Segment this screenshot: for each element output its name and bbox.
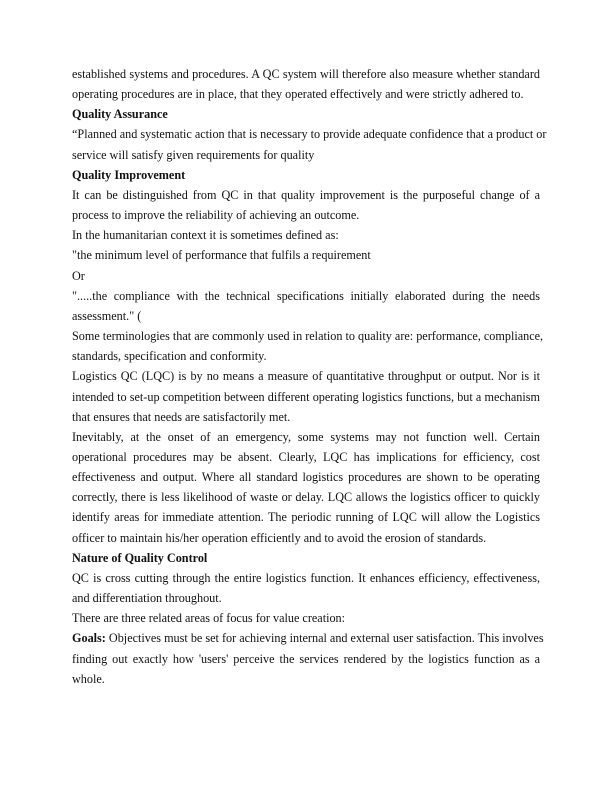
text-line: It can be distinguished from QC in that quality improvement is the purposeful change of a xyxy=(72,187,540,202)
text-line: established systems and procedures. A QC system will therefore also measure whether standard xyxy=(72,67,540,81)
text-line: standards, specification and conformity. xyxy=(72,349,267,364)
document-page xyxy=(72,64,547,689)
goals-text: Objectives must be set for achieving internal and external user satisfaction. This involves xyxy=(105,631,544,646)
text-line: identify areas for immediate attention. The periodic running of LQC will allow the Logistics xyxy=(72,510,540,525)
text-line: In the humanitarian context it is sometimes defined as: xyxy=(72,228,339,243)
goals-label: Goals: xyxy=(72,631,106,646)
text-line: Or xyxy=(72,268,85,283)
text-line: and differentiation throughout. xyxy=(72,591,222,606)
section-heading-nature-of-quality-control: Nature of Quality Control xyxy=(72,550,208,565)
text-line: intended to set-up competition between different operating logistics functions, but a mechanism xyxy=(72,389,540,404)
text-line: that ensures that needs are satisfactorily met. xyxy=(72,409,291,424)
text-line: operating procedures are in place, that they operated effectively and were strictly adhered to. xyxy=(72,87,524,102)
text-line: QC is cross cutting through the entire logistics function. It enhances efficiency, effectiveness, xyxy=(72,570,540,585)
text-line: whole. xyxy=(72,671,105,686)
text-line: correctly, there is less likelihood of waste or delay. LQC allows the logistics officer to quickly xyxy=(72,490,540,505)
section-heading-quality-improvement: Quality Improvement xyxy=(72,167,186,182)
text-line: officer to maintain his/her operation efficiently and to avoid the erosion of standards. xyxy=(72,530,487,545)
quality-improvement-body xyxy=(72,185,544,548)
text-line: Some terminologies that are commonly used in relation to quality are: performance, compliance, xyxy=(72,329,544,344)
text-line: Inevitably, at the onset of an emergency, some systems may not function well. Certain xyxy=(72,429,540,444)
text-line: "the minimum level of performance that fulfils a requirement xyxy=(72,248,371,263)
text-line: operational procedures may be absent. Clearly, LQC has implications for efficiency, cost xyxy=(72,449,540,464)
section-heading-quality-assurance: Quality Assurance xyxy=(72,107,168,122)
intro-paragraph xyxy=(72,64,540,104)
text-line: service will satisfy given requirements for quality xyxy=(72,147,315,162)
text-line: process to improve the reliability of achieving an outcome. xyxy=(72,208,360,223)
text-line: Logistics QC (LQC) is by no means a measure of quantitative throughput or output. Nor is it xyxy=(72,369,540,384)
text-line: effectiveness and output. Where all standard logistics procedures are shown to be operating xyxy=(72,470,540,485)
nature-of-qc-body xyxy=(72,568,544,689)
text-line: There are three related areas of focus for value creation: xyxy=(72,611,346,626)
text-line: finding out exactly how 'users' perceive the services rendered by the logistics function as a xyxy=(72,651,540,666)
quality-assurance-paragraph xyxy=(72,124,547,164)
goals-line xyxy=(72,628,544,648)
text-line: “Planned and systematic action that is necessary to provide adequate confidence that a product or xyxy=(72,127,547,142)
text-line: assessment." ( xyxy=(72,308,142,323)
text-line: ".....the compliance with the technical specifications initially elaborated during the needs xyxy=(72,288,540,303)
